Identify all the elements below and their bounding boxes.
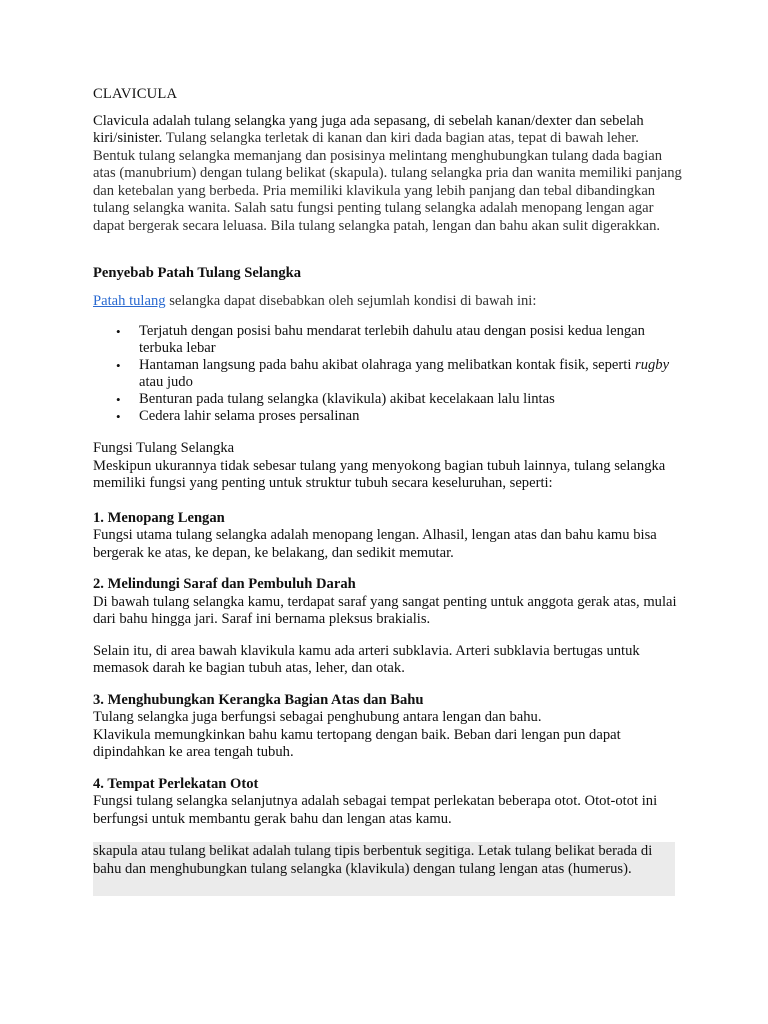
highlight-empty-line	[93, 879, 675, 896]
causes-list	[93, 323, 683, 425]
list-item	[139, 408, 683, 425]
function-block-2	[93, 576, 683, 629]
function-paragraph: Fungsi utama tulang selangka adalah menopang lengan. Alhasil, lengan atas dan bahu kamu bisa bergerak ke atas, ke depan, ke belakang, dan sedikit memutar.	[93, 527, 657, 561]
function-title: 1. Menopang Lengan	[93, 509, 225, 526]
function-block-1	[93, 510, 683, 563]
function-title: 2. Melindungi Saraf dan Pembuluh Darah	[93, 576, 356, 592]
intro-rest: Tulang selangka terletak di kanan dan kiri dada bagian atas, tepat di bawah leher. Bentuk tulang selangka memanjang dan posisinya melintang menghubungkan tulang dada bagian atas (manubrium) dengan tulang belikat (skapula). tulang selangka pria dan wanita memiliki panjang dan ketebalan yang berbeda. Pria memiliki klavikula yang lebih panjang dan tebal dibandingkan tulang selangka wanita. Salah satu fungsi penting tulang selangka adalah menopang lengan agar dapat bergerak secara leluasa. Bila tulang selangka patah, lengan dan bahu akan sulit digerakkan.	[93, 130, 682, 234]
list-item-italic: rugby	[635, 357, 670, 373]
list-item-text: Terjatuh dengan posisi bahu mendarat terlebih dahulu atau dengan posisi kedua lengan terbuka lebar	[139, 323, 645, 356]
document-body	[93, 86, 683, 896]
intro-first-sentence: Clavicula adalah tulang selangka yang juga ada sepasang, di sebelah kanan/dexter dan sebelah kiri/sinister.	[93, 112, 644, 146]
function-extra-paragraph: Selain itu, di area bawah klavikula kamu ada arteri subklavia. Arteri subklavia bertugas untuk memasok darah ke bagian tubuh atas, leher, dan otak.	[93, 642, 640, 676]
function-block-4	[93, 776, 683, 829]
function-title: 4. Tempat Perlekatan Otot	[93, 775, 259, 792]
functions-heading: Fungsi Tulang Selangka	[93, 440, 235, 456]
function-paragraph: Klavikula memungkinkan bahu kamu tertopang dengan baik. Beban dari lengan pun dapat dipindahkan ke area tengah tubuh.	[93, 726, 621, 760]
document-title: CLAVICULA	[93, 86, 178, 102]
function-block-3	[93, 692, 683, 762]
list-item-text: Hantaman langsung pada bahu akibat olahraga yang melibatkan kontak fisik, seperti	[139, 357, 636, 373]
list-item	[139, 323, 683, 357]
causes-heading: Penyebab Patah Tulang Selangka	[93, 265, 302, 281]
list-item	[139, 357, 683, 391]
functions-intro: Meskipun ukurannya tidak sebesar tulang yang menyokong bagian tubuh lainnya, tulang selangka memiliki fungsi yang penting untuk struktur tubuh secara keseluruhan, seperti:	[93, 457, 666, 491]
highlighted-note	[93, 842, 675, 896]
patah-tulang-link[interactable]: Patah tulang	[93, 292, 166, 309]
highlighted-paragraph: skapula atau tulang belikat adalah tulang tipis berbentuk segitiga. Letak tulang belikat berada di bahu dan menghubungkan tulang selangka (klavikula) dengan tulang lengan atas (humerus).	[93, 842, 675, 879]
function-paragraph: Tulang selangka juga berfungsi sebagai penghubung antara lengan dan bahu.	[93, 709, 542, 725]
causes-lead-rest: selangka dapat disebabkan oleh sejumlah kondisi di bawah ini:	[165, 292, 537, 309]
function-paragraph: Fungsi tulang selangka selanjutnya adalah sebagai tempat perlekatan beberapa otot. Otot-otot ini berfungsi untuk membantu gerak bahu dan lengan atas kamu.	[93, 793, 658, 827]
list-item	[139, 391, 683, 408]
causes-lead	[93, 293, 683, 311]
list-item-text-after: atau judo	[139, 374, 193, 390]
intro-paragraph	[93, 113, 683, 236]
list-item-text: Cedera lahir selama proses persalinan	[139, 408, 360, 424]
list-item-text: Benturan pada tulang selangka (klavikula) akibat kecelakaan lalu lintas	[139, 391, 555, 407]
function-paragraph: Di bawah tulang selangka kamu, terdapat saraf yang sangat penting untuk anggota gerak atas, mulai dari bahu hingga jari. Saraf ini bernama pleksus brakialis.	[93, 593, 677, 627]
function-title: 3. Menghubungkan Kerangka Bagian Atas dan Bahu	[93, 691, 424, 708]
